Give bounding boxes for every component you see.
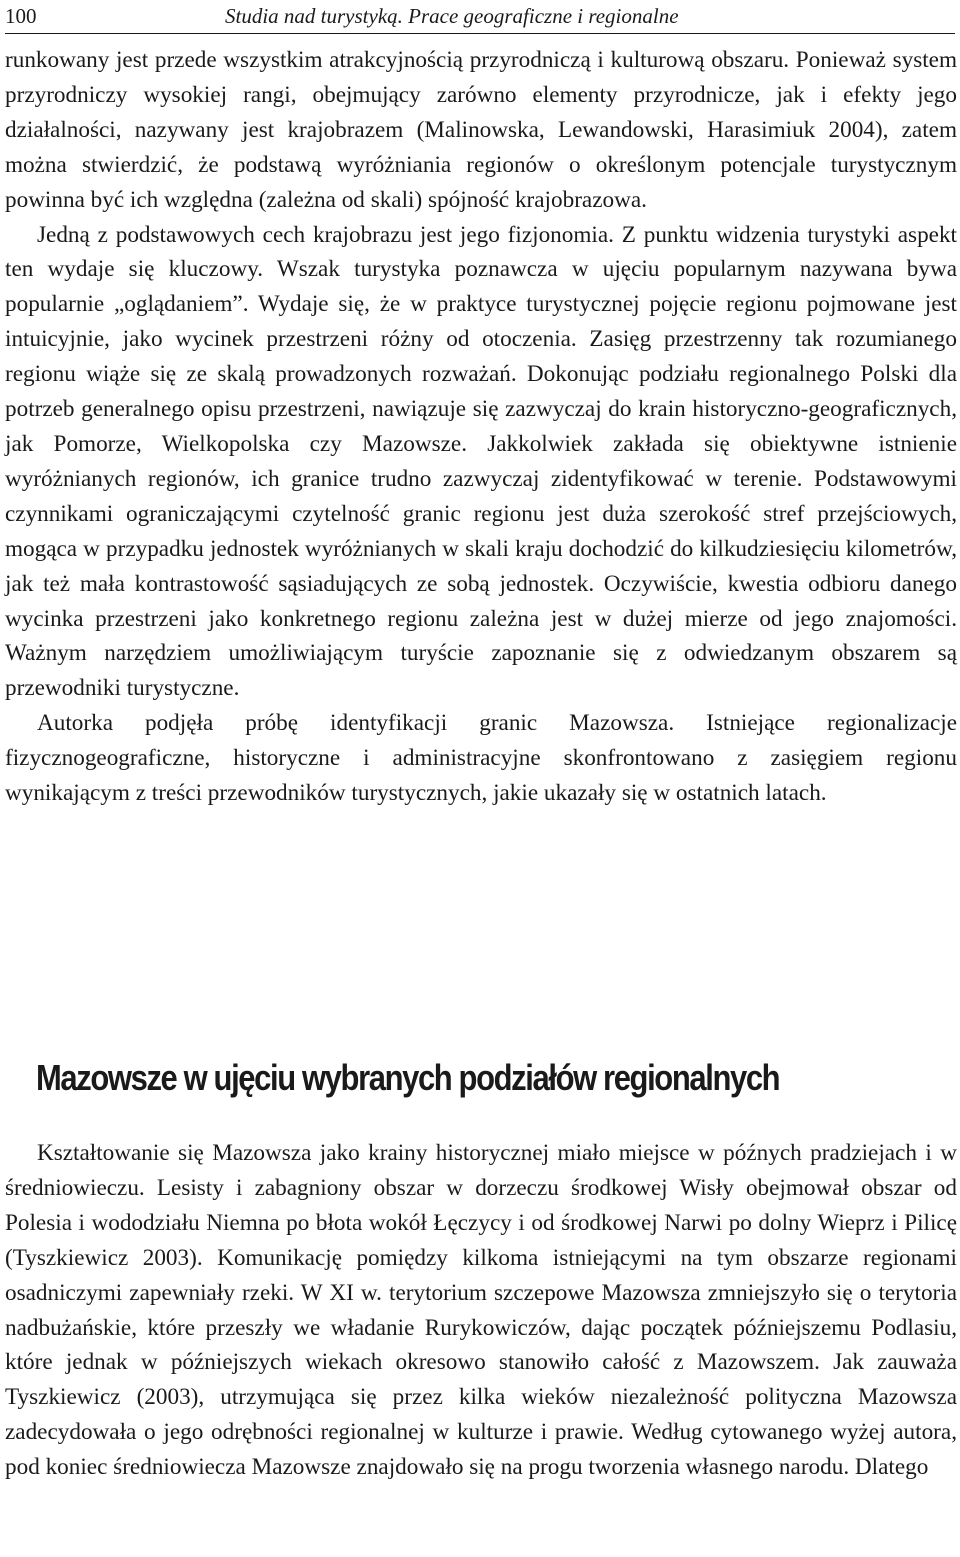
paragraph-continued: runkowany jest przede wszystkim atrakcyjnością przyrodniczą i kulturową obszaru. Ponieważ system przyrodniczy wysokiej rangi, obejmujący zarówno elementy przyrodnicze, jak i efekty jego działalności, nazywany jest krajobrazem (Malinowska, Lewandowski, Harasimiuk 2004), zatem można stwierdzić, że podstawą wyróżniania regionów o określonym potencjale turystycznym powinna być ich względna (zależna od skali) spójność krajobrazowa. <box>5 47 957 213</box>
header-rule <box>5 33 955 34</box>
section-heading: Mazowsze w ujęciu wybranych podziałów regionalnych <box>36 1057 780 1098</box>
paragraph: Autorka podjęła próbę identyfikacji granic Mazowsza. Istniejące regionalizacje fizycznogeograficzne, historyczne i administracyjne skonfrontowano z zasięgiem regionu wynikającym z treści przewodników turystycznych, jakie ukazały się w ostatnich latach. <box>5 710 957 807</box>
paragraph: Kształtowanie się Mazowsza jako krainy historycznej miało miejsce w późnych pradziejach i w średniowieczu. Lesisty i zabagniony obszar w dorzeczu środkowej Wisły obejmował obszar od Polesia i wododziału Niemna po błota wokół Łęczycy i od środkowej Narwi po dolny Wieprz i Pilicę (Tyszkiewicz 2003). Komunikację pomiędzy kilkoma istniejącymi na tym obszarze regionami osadniczymi zapewniały rzeki. W XI w. terytorium szczepowe Mazowsza zmniejszyło się o terytoria nadbużańskie, które przeszły we władanie Rurykowiczów, dając początek późniejszemu Podlasiu, które jednak w późniejszych wiekach okresowo stanowiło całość z Mazowszem. Jak zauważa Tyszkiewicz (2003), utrzymująca się przez kilka wieków niezależność polityczna Mazowsza zadecydowała o jego odrębności regionalnej w kulturze i prawie. Według cytowanego wyżej autora, pod koniec średniowiecza Mazowsze znajdowało się na progu tworzenia własnego narodu. Dlatego <box>5 1140 957 1481</box>
journal-title: Studia nad turystyką. Prace geograficzne i regionalne <box>225 4 679 28</box>
paragraph: Jedną z podstawowych cech krajobrazu jest jego fizjonomia. Z punktu widzenia turystyki aspekt ten wydaje się kluczowy. Wszak turystyka poznawcza w ujęciu popularnym nazywana bywa popularnie „oglądaniem”. Wydaje się, że w praktyce turystycznej pojęcie regionu pojmowane jest intuicyjnie, jako wycinek przestrzeni różny od otoczenia. Zasięg przestrzenny tak rozumianego regionu wiąże się ze skalą prowadzonych rozważań. Dokonując podziału regionalnego Polski dla potrzeb generalnego opisu przestrzeni, nawiązuje się zazwyczaj do krain historyczno-geograficznych, jak Pomorze, Wielkopolska czy Mazowsze. Jakkolwiek zakłada się obiektywne istnienie wyróżnianych regionów, ich granice trudno zazwyczaj zidentyfikować w terenie. Podstawowymi czynnikami ograniczającymi czytelność granic regionu jest duża szerokość stref przejściowych, mogąca w przypadku jednostek wyróżnianych w skali kraju dochodzić do kilkudziesięciu kilometrów, jak też mała kontrastowość sąsiadujących ze sobą jednostek. Oczywiście, kwestia odbioru danego wycinka przestrzeni jako konkretnego regionu zależna jest w dużej mierze od jego znajomości. Ważnym narzędziem umożliwiającym turyście zapoznanie się z odwiedzanym obszarem są przewodniki turystyczne. <box>5 221 957 702</box>
intro-text <box>5 43 957 811</box>
running-head <box>5 4 955 28</box>
page-number: 100 <box>5 4 37 28</box>
section-text <box>5 1136 957 1485</box>
